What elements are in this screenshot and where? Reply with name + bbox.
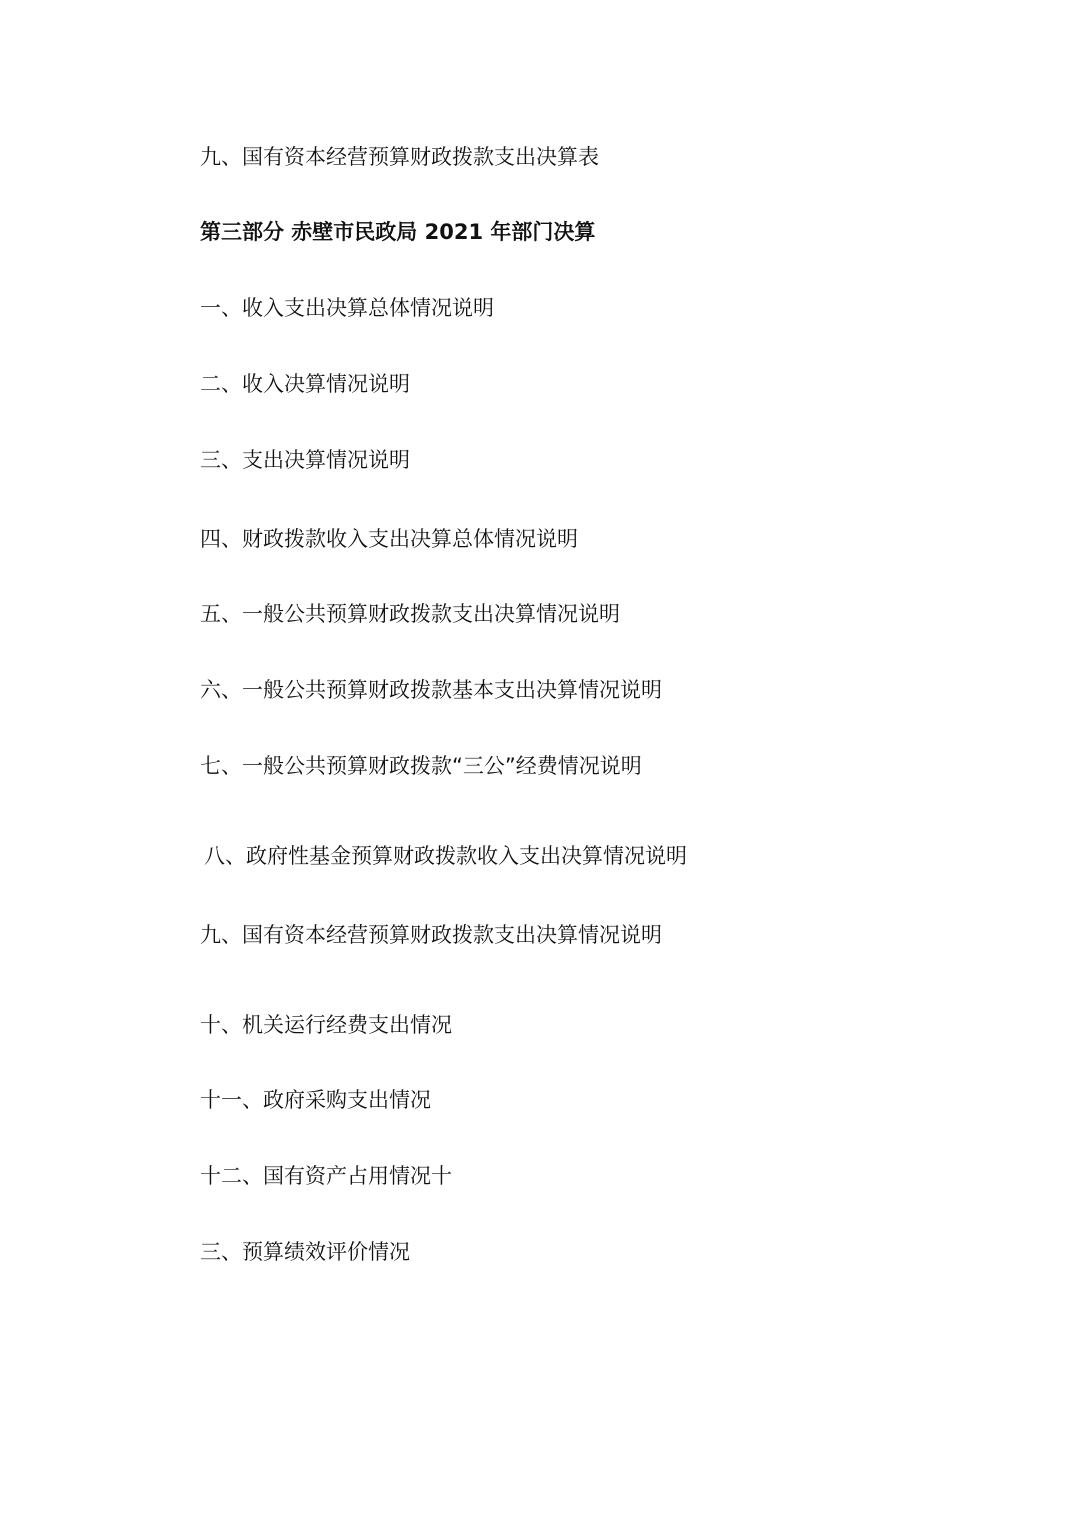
section-heading-part-3: 第三部分 赤壁市民政局 2021 年部门决算 — [200, 220, 596, 244]
toc-item-7: 七、一般公共预算财政拨款“三公”经费情况说明 — [200, 754, 642, 778]
toc-item-2: 二、收入决算情况说明 — [200, 372, 410, 396]
toc-item-13: 三、预算绩效评价情况 — [200, 1240, 410, 1264]
toc-item-8: 八、政府性基金预算财政拨款收入支出决算情况说明 — [204, 844, 687, 868]
toc-item-4: 四、财政拨款收入支出决算总体情况说明 — [200, 527, 578, 551]
toc-item-1: 一、收入支出决算总体情况说明 — [200, 296, 494, 320]
toc-item-9: 九、国有资本经营预算财政拨款支出决算情况说明 — [200, 923, 662, 947]
toc-item-5: 五、一般公共预算财政拨款支出决算情况说明 — [200, 602, 620, 626]
toc-item-6: 六、一般公共预算财政拨款基本支出决算情况说明 — [200, 678, 662, 702]
toc-item-3: 三、支出决算情况说明 — [200, 448, 410, 472]
toc-item-9-state-capital-table: 九、国有资本经营预算财政拨款支出决算表 — [200, 145, 599, 169]
toc-item-12: 十二、国有资产占用情况十 — [200, 1164, 452, 1188]
toc-item-10: 十、机关运行经费支出情况 — [200, 1013, 452, 1037]
toc-item-11: 十一、政府采购支出情况 — [200, 1088, 431, 1112]
